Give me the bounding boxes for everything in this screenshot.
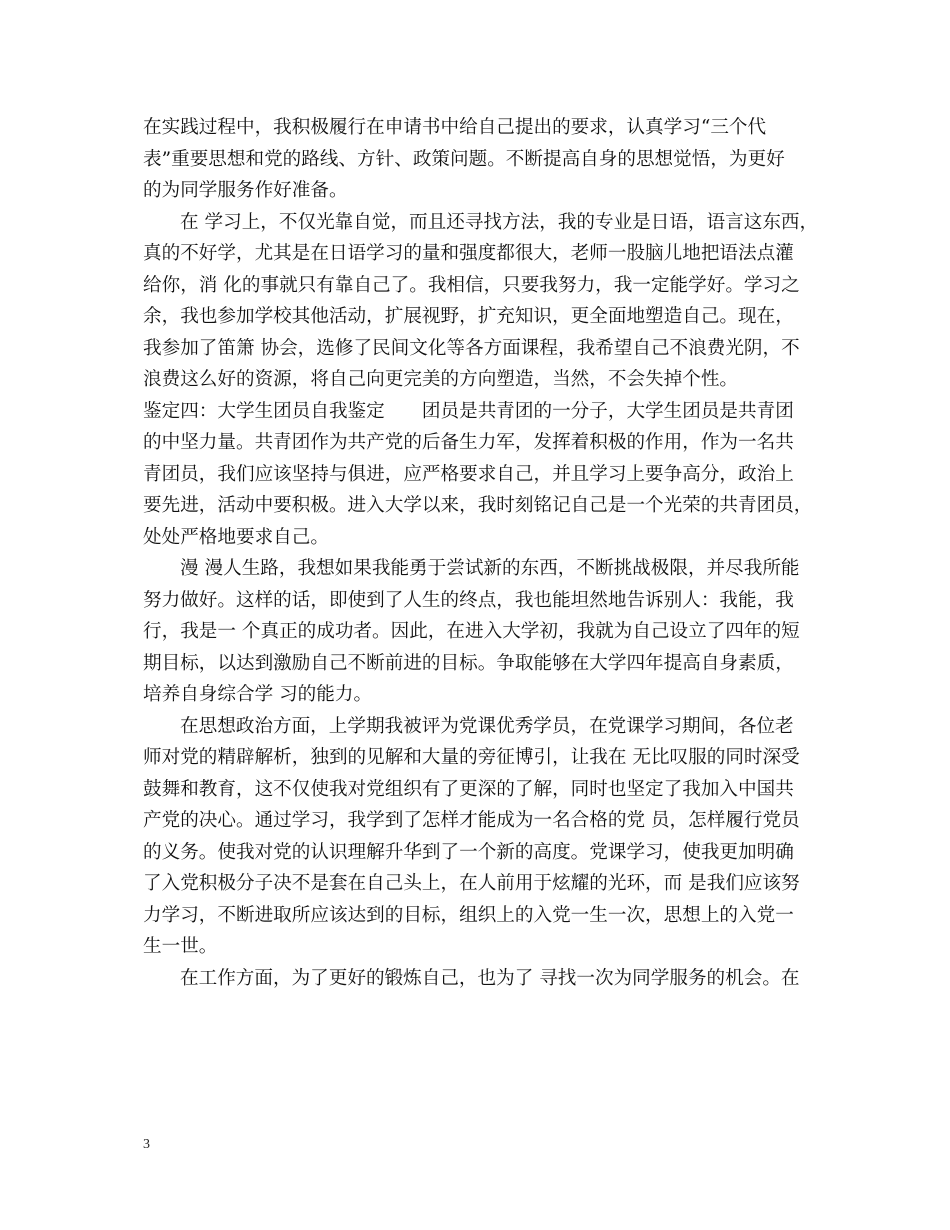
page-number: 3 xyxy=(143,1137,150,1152)
paragraph-start-line: 在思想政治方面，上学期我被评为党课优秀学员，在党课学习期间，各位老 xyxy=(180,715,794,737)
text-line: 鼓舞和教育，这不仅使我对党组织有了更深的了解，同时也坚定了我加入中国共 xyxy=(143,778,794,800)
text-line: 浪费这么好的资源，将自己向更完美的方向塑造，当然，不会失掉个性。 xyxy=(143,369,739,390)
text-line: 期目标，以达到激励自己不断前进的目标。争取能够在大学四年提高自身素质， xyxy=(143,652,794,674)
text-line: 处处严格地要求自己。 xyxy=(143,526,329,548)
paragraph-start-line: 在工作方面，为了更好的锻炼自己，也为了 寻找一次为同学服务的机会。在 xyxy=(180,967,800,989)
text-line: 培养自身综合学 习的能力。 xyxy=(143,684,373,705)
text-line: 给你，消 化的事就只有靠自己了。我相信，只要我努力，我一定能学好。学习之 xyxy=(143,274,800,296)
text-line: 力学习，不断进取所应该达到的目标，组织上的入党一生一次，思想上的入党一 xyxy=(143,904,794,926)
text-line: 的中坚力量。共青团作为共产党的后备生力军，发挥着积极的作用，作为一名共 xyxy=(143,432,794,453)
text-line: 的为同学服务作好准备。 xyxy=(143,180,348,201)
text-line: 了入党积极分子决不是套在自己头上，在人前用于炫耀的光环，而 是我们应该努 xyxy=(143,873,800,894)
text-line: 表”重要思想和党的路线、方针、政策问题。不断提高自身的思想觉悟，为更好 xyxy=(143,148,785,170)
text-line: 努力做好。这样的话，即使到了人生的终点，我也能坦然地告诉别人：我能，我 xyxy=(143,589,794,611)
text-line: 真的不好学，尤其是在日语学习的量和强度都很大，老师一股脑儿地把语法点灌 xyxy=(143,243,794,264)
text-line: 产党的决心。通过学习，我学到了怎样才能成为一名合格的党 员，怎样履行党员 xyxy=(143,810,800,831)
text-line: 生一世。 xyxy=(143,936,218,957)
text-line: 余，我也参加学校其他活动，扩展视野，扩充知识，更全面地塑造自己。现在， xyxy=(143,306,794,327)
text-line: 青团员，我们应该坚持与俱进，应严格要求自己，并且学习上要争高分，政治上 xyxy=(143,463,794,485)
paragraph-start-line: 在 学习上，不仅光靠自觉，而且还寻找方法，我的专业是日语，语言这东西， xyxy=(180,211,819,233)
text-line: 的义务。使我对党的认识理解升华到了一个新的高度。党课学习，使我更加明确 xyxy=(143,841,794,863)
text-line: 师对党的精辟解析，独到的见解和大量的旁征博引，让我在 无比叹服的同时深受 xyxy=(143,747,800,768)
paragraph-start-line: 漫 漫人生路，我想如果我能勇于尝试新的东西，不断挑战极限，并尽我所能 xyxy=(180,558,800,579)
text-line: 要先进，活动中要积极。进入大学以来，我时刻铭记自己是一个光荣的共青团员， xyxy=(143,495,813,516)
text-line: 行，我是一 个真正的成功者。因此，在进入大学初，我就为自己设立了四年的短 xyxy=(143,621,800,642)
document-body xyxy=(143,112,823,994)
section-heading-line: 鉴定四：大学生团员自我鉴定 团员是共青团的一分子，大学生团员是共青团 xyxy=(143,400,794,422)
text-line: 我参加了笛箫 协会，选修了民间文化等各方面课程，我希望自己不浪费光阴，不 xyxy=(143,337,800,359)
text-line: 在实践过程中，我积极履行在申请书中给自己提出的要求，认真学习“三个代 xyxy=(143,117,767,138)
